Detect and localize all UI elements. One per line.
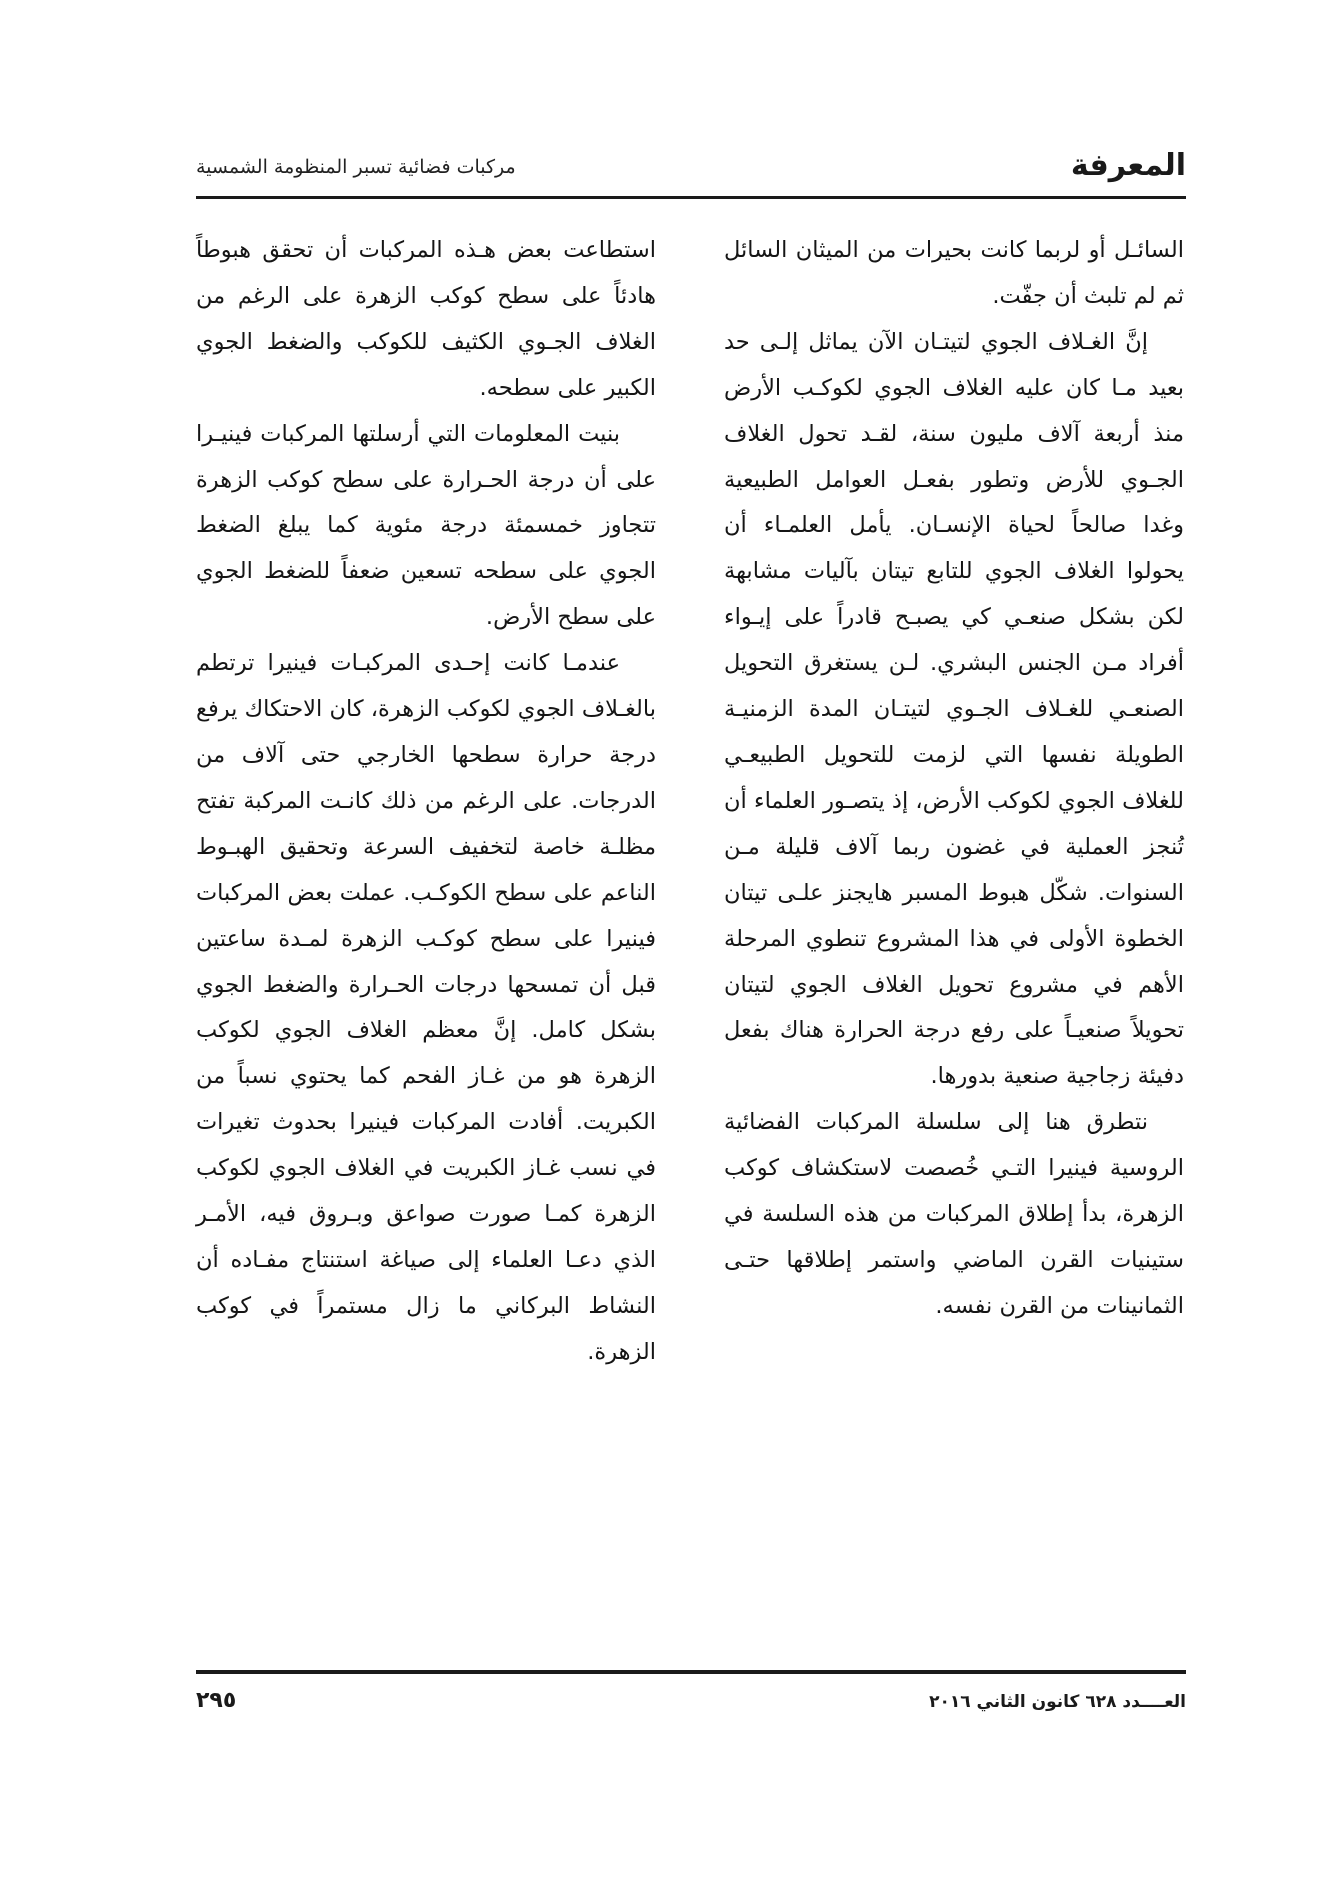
magazine-logo: المعرفة <box>1070 148 1186 183</box>
paragraph: استطاعت بعض هـذه المركبات أن تحقق هبوطاً هادئاً على سطح كوكب الزهرة على الرغم من الغلاف الجـوي الكثيف للكوكب والضغط الجوي الكبير على سطحه. <box>196 237 656 401</box>
article-column-right <box>724 228 1184 1330</box>
paragraph: إنَّ الغـلاف الجوي لتيتـان الآن يماثل إلـى حد بعيد مـا كان عليه الغلاف الجوي لكوكـب الأرض منذ أربعة آلاف مليون سنة، لقـد تحول الغلاف الجـوي للأرض وتطور بفعـل العوامل الطبيعية وغدا صالحاً لحياة الإنسـان. يأمل العلمـاء أن يحولوا الغلاف الجوي للتابع تيتان بآليات مشابهة لكن بشكل صنعـي كي يصبـح قادراً على إيـواء أفراد مـن الجنس البشري. لـن يستغرق التحويل الصنعـي للغـلاف الجـوي لتيتـان المدة الزمنيـة الطويلة نفسها التي لزمت للتحويل الطبيعـي للغلاف الجوي لكوكب الأرض، إذ يتصـور العلماء أن تُنجز العملية في غضون ربما آلاف قليلة مـن السنوات. شكّل هبوط المسبر هايجنز علـى تيتان الخطوة الأولى في هذا المشروع تنطوي المرحلة الأهم في مشروع تحويل الغلاف الجوي لتيتان تحويلاً صنعيـاً على رفع درجة الحرارة هناك بفعل دفيئة زجاجية صنعية بدورها. <box>724 328 1184 1090</box>
page-number: ٢٩٥ <box>196 1688 237 1713</box>
page-footer <box>196 1688 1186 1728</box>
paragraph: نتطرق هنا إلى سلسلة المركبات الفضائية الروسية فينيرا التـي خُصصت لاستكشاف كوكب الزهرة، بدأ إطلاق المركبات من هذه السلسة في ستينيات القرن الماضي واستمر إطلاقها حتـى الثمانينات من القرن نفسه. <box>724 1109 1184 1319</box>
footer-divider <box>196 1670 1186 1674</box>
paragraph: عندمـا كانت إحـدى المركبـات فينيرا ترتطم بالغـلاف الجوي لكوكب الزهرة، كان الاحتكاك يرفع درجة حرارة سطحها الخارجي حتى آلاف من الدرجات. على الرغم من ذلك كانـت المركبة تفتح مظلـة خاصة لتخفيف السرعة وتحقيق الهبـوط الناعم على سطح الكوكـب. عملت بعض المركبات فينيرا على سطح كوكـب الزهرة لمـدة ساعتين قبل أن تمسحها درجات الحـرارة والضغط الجوي بشكل كامل. إنَّ معظم الغلاف الجوي لكوكب الزهرة هو من غـاز الفحم كما يحتوي نسباً من الكبريت. أفادت المركبات فينيرا بحدوث تغيرات في نسب غـاز الكبريت في الغلاف الجوي لكوكب الزهرة كمـا صورت صواعق وبـروق فيه، الأمـر الذي دعـا العلماء إلى صياغة استنتاج مفـاده أن النشاط البركاني ما زال مستمراً في كوكب الزهرة. <box>196 650 656 1365</box>
running-title: مركبات فضائية تسبر المنظومة الشمسية <box>196 156 516 178</box>
paragraph: السائـل أو لربما كانت بحيرات من الميثان السائل ثم لم تلبث أن جفّت. <box>724 237 1184 309</box>
article-column-left <box>196 228 656 1376</box>
paragraph: بنيت المعلومات التي أرسلتها المركبات فينيـرا على أن درجة الحـرارة على سطح كوكب الزهرة تتجاوز خمسمئة درجة مئوية كما يبلغ الضغط الجوي على سطحه تسعين ضعفاً للضغط الجوي على سطح الأرض. <box>196 420 656 631</box>
header-divider <box>196 196 1186 199</box>
issue-info: العــــدد ٦٢٨ كانون الثاني ٢٠١٦ <box>929 1692 1186 1712</box>
page-header <box>196 142 1186 192</box>
